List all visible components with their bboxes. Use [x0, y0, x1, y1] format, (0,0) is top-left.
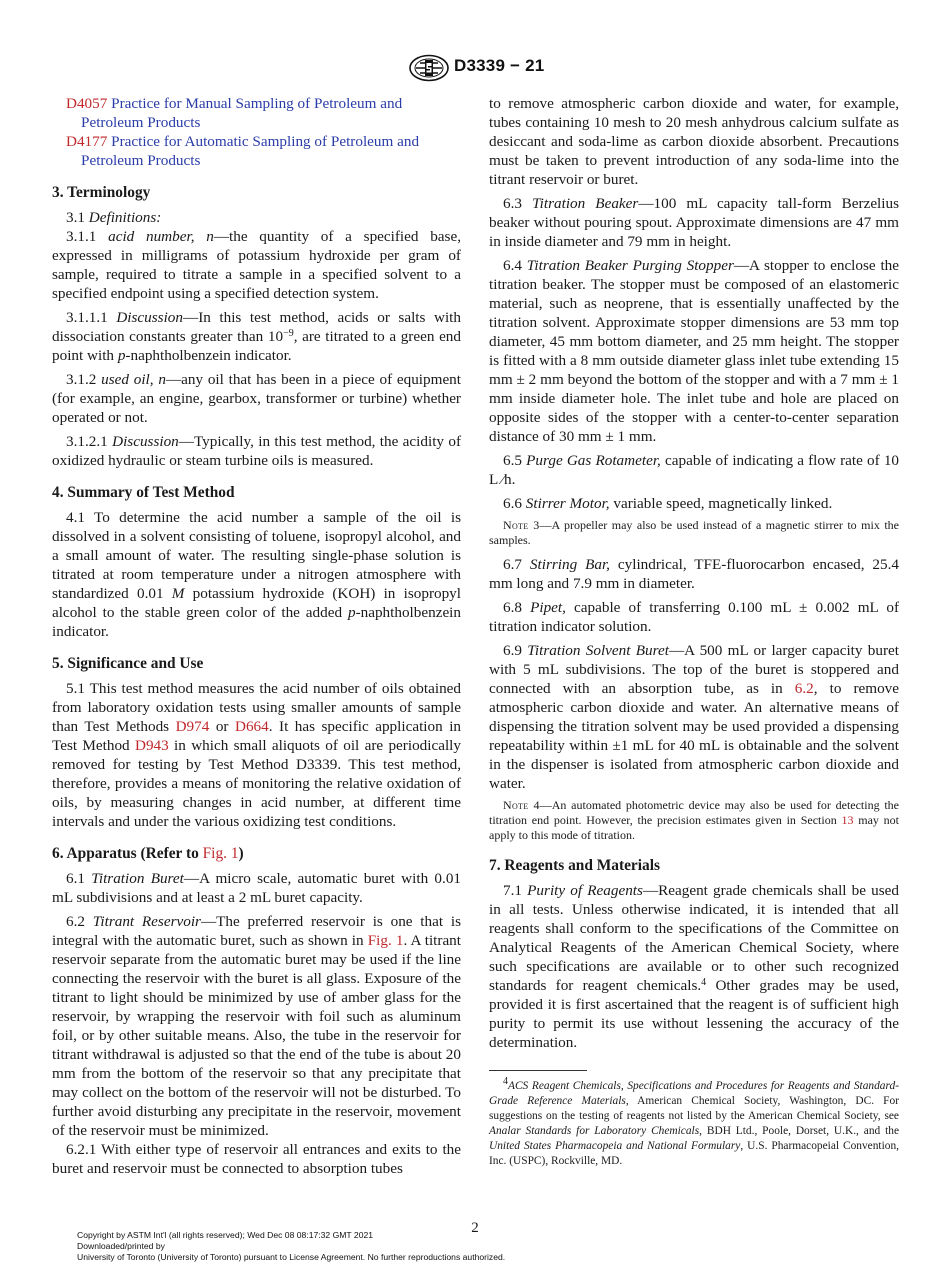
note-4: Note 4—An automated photometric device may also be used for detecting the titration end point. However, the precision estimates given in Section 13 may not apply to this mode of titration. [489, 798, 899, 842]
reference-item[interactable]: D4057 Practice for Manual Sampling of Petroleum and Petroleum Products [66, 95, 403, 131]
astm-logo-icon [408, 54, 450, 82]
paragraph-6-1: 6.1 Titration Buret—A micro scale, automatic buret with 0.01 mL subdivisions and at least a 2 mL buret capacity. [52, 870, 462, 906]
page-number: 2 [471, 1220, 479, 1236]
paragraph-5-1: 5.1 This test method measures the acid number of oils obtained from laboratory oxidation tests using smaller amounts of sample than Test Methods D974 or D664. It has specific application in Test Method D943 in which small aliquots of oil are periodically removed for testing by Test Method D3339. This test method, therefore, provides a means of monitoring the relative oxidation of oils, by measuring changes in acid number, at different time intervals and under the various oxidizing test conditions. [52, 680, 462, 830]
paragraph-6-2-1: 6.2.1 With either type of reservoir all entrances and exits to the buret and reservoir must be connected to absorption tubes [52, 1141, 461, 1177]
section-heading-summary: 4. Summary of Test Method [52, 484, 235, 501]
section-heading-apparatus: 6. Apparatus (Refer to Fig. 1) [52, 845, 244, 862]
document-designation: D3339 − 21 [454, 56, 545, 75]
section-heading-significance: 5. Significance and Use [52, 655, 204, 672]
paragraph-6-7: 6.7 Stirring Bar, cylindrical, TFE-fluorocarbon encased, 25.4 mm long and 7.9 mm in diameter. [489, 556, 900, 592]
link-d974[interactable]: D974 [175, 718, 210, 735]
paragraph-6-2: 6.2 Titrant Reservoir—The preferred reservoir is one that is integral with the automatic buret, such as shown in Fig. 1. A titrant reservoir separate from the automatic buret may be used if the line connecting the reservoir with the buret is all glass. Exposure of the titrant to light should be minimized by use of amber glass for the reservoir, by wrapping the reservoir with foil such as aluminum foil, or by other suitable means. Also, the tube in the reservoir for titrant withdrawal is adjusted so that the end of the tube is about 20 mm from the bottom of the reservoir so that any precipitate that may collect on the bottom of the reservoir will not be disturbed. To further avoid disturbing any precipitate in the reservoir, movement of the reservoir must be minimized. [52, 913, 461, 1139]
footnote-4: 4ACS Reagent Chemicals, Specifications and Procedures for Reagents and Standard-Grade Reference Materials, American Chemical Society, Washington, DC. For suggestions on the testing of reagents not listed by the American Chemical Society, see Analar Standards for Laboratory Chemicals, BDH Ltd., Poole, Dorset, U.K., and the United States Pharmacopeia and National Formulary, U.S. Pharmacopeial Convention, Inc. (USPC), Rockville, MD. [489, 1076, 900, 1167]
link-section-13[interactable]: 13 [841, 813, 854, 827]
paragraph-6-5: 6.5 Purge Gas Rotameter, capable of indicating a flow rate of 10 L ⁄h. [489, 452, 900, 488]
paragraph-6-9: 6.9 Titration Solvent Buret—A 500 mL or larger capacity buret with 5 mL subdivisions. The top of the buret is stoppered and connected with an absorption tube, as in 6.2, to remove atmospheric carbon dioxide and water. An alternative means of dispensing the titration solvent may be used provided a dispensing repeatability within ±1 mL for 40 mL is obtainable and the solvent in the dispenser is isolated from atmospheric carbon dioxide and water. [489, 642, 899, 792]
copyright-notice: Copyright by ASTM Int'l (all rights reserved); Wed Dec 08 08:17:32 GMT 2021 Downloaded/printed by University of Toronto (University of Toronto) pursuant to License Agreement. No further reproductions authorized. [77, 1230, 506, 1262]
section-heading-terminology: 3. Terminology [52, 184, 151, 201]
paragraph-3-1-1: 3.1.1 acid number, n—the quantity of a specified base, expressed in milligrams of potassium hydroxide per gram of sample, required to titrate a sample in a specified solvent to a specified endpoint using a specified detection system. [52, 228, 461, 302]
right-column [489, 94, 899, 1169]
paragraph-6-2-1-continued: to remove atmospheric carbon dioxide and water, for example, tubes containing 10 mesh to 20 mesh anhydrous calcium sulfate as desiccant and soda-lime as carbon dioxide absorbent. Precautions must be taken to prevent introduction of any soda-lime into the titrant reservoir or buret. [489, 95, 899, 188]
paragraph-6-3: 6.3 Titration Beaker—100 mL capacity tall-form Berzelius beaker without pouring spout. Approximate dimensions are 47 mm in inside diameter and 79 mm in height. [489, 195, 900, 250]
paragraph-3-1-1-1: 3.1.1.1 Discussion—In this test method, acids or salts with dissociation constants greater than $10^{-9}$, are titrated to a green end point with p-naphtholbenzein indicator. [52, 309, 461, 364]
paragraph-6-8: 6.8 Pipet, capable of transferring 0.100 mL ± 0.002 mL of titration indicator solution. [489, 599, 900, 635]
reference-item[interactable]: D4177 Practice for Automatic Sampling of Petroleum and Petroleum Products [66, 133, 420, 169]
paragraph-4-1: 4.1 To determine the acid number a sample of the oil is dissolved in a solvent consisting of toluene, isopropyl alcohol, and a small amount of water. The resulting single-phase solution is titrated at room temperature under a nitrogen atmosphere with standardized 0.01 M potassium hydroxide (KOH) in isopropyl alcohol to the stable green color of the added p-naphtholbenzein indicator. [52, 509, 461, 640]
left-column [52, 94, 461, 1178]
note-3: Note 3—A propeller may also be used instead of a magnetic stirrer to mix the samples. [489, 518, 899, 547]
link-fig-1[interactable]: Fig. 1 [202, 845, 239, 862]
section-heading-reagents: 7. Reagents and Materials [489, 857, 660, 874]
footnote-ref-4[interactable]: 4 [701, 977, 707, 988]
paragraph-6-6: 6.6 Stirrer Motor, variable speed, magnetically linked. [503, 495, 833, 512]
link-d664[interactable]: D664 [234, 718, 269, 735]
link-section-6-2[interactable]: 6.2 [794, 680, 814, 697]
paragraph-6-4: 6.4 Titration Beaker Purging Stopper—A stopper to enclose the titration beaker. The stopper must be composed of an elastomeric material, such as neoprene, that is essentially unaffected by the titration solvent. Approximate stopper dimensions are 53 mm top diameter, 45 mm bottom diameter, and 25 mm height. The stopper is fitted with a 8 mm outside diameter glass inlet tube extending 15 mm ± 2 mm beyond the bottom of the stopper and with a 7 mm ± 1 mm inside diameter hole. The inlet tube and hole are placed on opposite sides of the stopper with a center-to-center separation distance of 30 mm ± 1 mm. [489, 257, 900, 445]
link-fig-1[interactable]: Fig. 1 [367, 932, 404, 949]
page-header [0, 52, 950, 86]
paragraph-3-1: 3.1 Definitions: [66, 209, 162, 226]
paragraph-3-1-2-1: 3.1.2.1 Discussion—Typically, in this test method, the acidity of oxidized hydraulic or steam turbine oils is measured. [52, 433, 462, 469]
link-d943[interactable]: D943 [134, 737, 169, 754]
referenced-documents-list [52, 94, 461, 170]
paragraph-7-1: 7.1 Purity of Reagents—Reagent grade chemicals shall be used in all tests. Unless otherwise indicated, it is intended that all reagents shall conform to the specifications of the Committee on Analytical Reagents of the American Chemical Society, where such specifications are available or to other such recognized standards for reagent chemicals.$^4$ Other grades may be used, provided it is first ascertained that the reagent is of sufficient high purity to permit its use without lessening the accuracy of the determination. [489, 882, 900, 1051]
footnote-divider [489, 1070, 587, 1071]
paragraph-3-1-2: 3.1.2 used oil, n—any oil that has been in a piece of equipment (for example, an engine, gearbox, transformer or turbine) whether operated or not. [52, 371, 461, 426]
